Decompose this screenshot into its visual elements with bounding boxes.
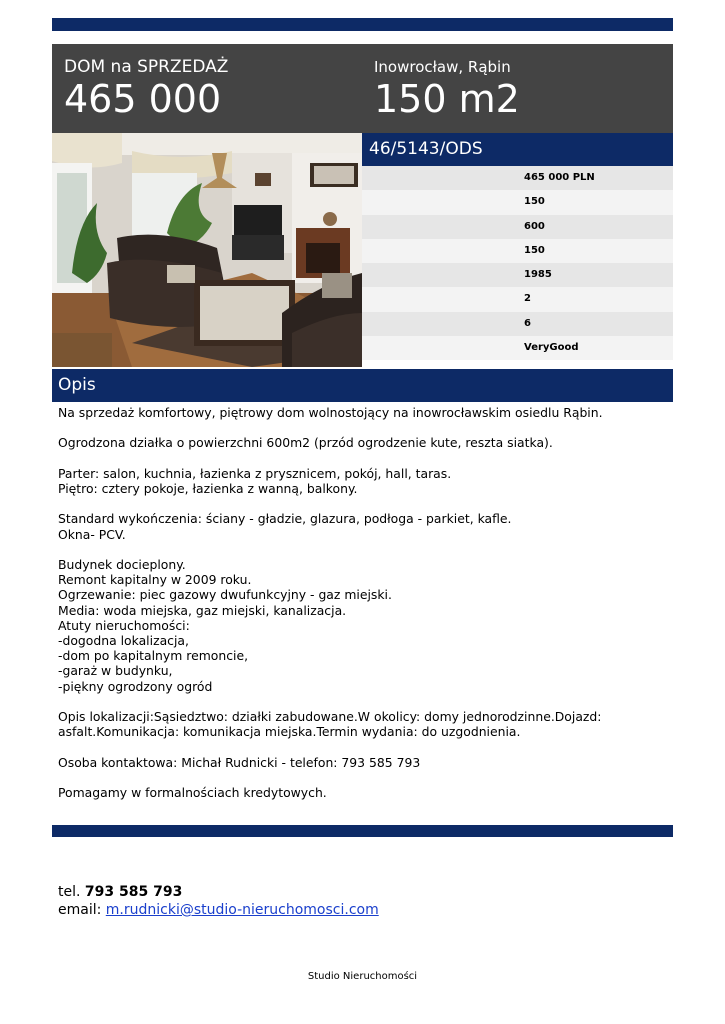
description-line: asfalt.Komunikacja: komunikacja miejska.Termin wydania: do uzgodnienia. [58, 724, 521, 740]
detail-row: 600 [362, 215, 673, 239]
description-paragraph [58, 435, 670, 450]
detail-row: 1985 [362, 263, 673, 287]
description-line: Opis lokalizacji:Sąsiedztwo: działki zabudowane.W okolicy: domy jednorodzinne.Dojazd: [58, 708, 602, 724]
bottom-accent-bar [52, 825, 673, 837]
email-link[interactable]: m.rudnicki@studio-nieruchomosci.com [105, 902, 379, 918]
phone-number: 793 585 793 [84, 884, 183, 900]
detail-row: 150 [362, 239, 673, 263]
detail-row: 6 [362, 312, 673, 336]
description-line: Remont kapitalny w 2009 roku. [58, 572, 252, 588]
living-room-photo [52, 133, 362, 367]
description-line: Na sprzedaż komfortowy, piętrowy dom wolnostojący na inowrocławskim osiedlu Rąbin. [58, 405, 603, 420]
description-line: Standard wykończenia: ściany - gładzie, glazura, podłoga - parkiet, kafle. [58, 511, 512, 527]
detail-row: 2 [362, 287, 673, 311]
description-line: -dom po kapitalnym remoncie, [58, 648, 249, 664]
header-price-block [64, 56, 228, 120]
description-line: Atuty nieruchomości: [58, 617, 190, 633]
price: 465 000 [64, 77, 222, 121]
email-line [58, 901, 379, 919]
description-line: -piękny ogrodzony ogród [58, 678, 213, 694]
description-paragraph [58, 405, 670, 420]
description-line: -dogodna lokalizacja, [58, 632, 189, 648]
description-paragraph [58, 709, 670, 739]
details-table [362, 166, 673, 360]
detail-row: 150 [362, 190, 673, 214]
description-paragraph [58, 785, 670, 800]
email-label: email: [58, 902, 102, 918]
top-accent-bar [52, 18, 673, 31]
description-line: Osoba kontaktowa: Michał Rudnicki - telefon: 793 585 793 [58, 754, 421, 770]
description [58, 405, 670, 815]
phone-line [58, 883, 379, 901]
property-photo [52, 133, 362, 367]
description-line: Pomagamy w formalnościach kredytowych. [58, 784, 327, 800]
description-paragraph [58, 755, 670, 770]
description-line: Media: woda miejska, gaz miejski, kanalizacja. [58, 602, 347, 618]
detail-row: VeryGood [362, 336, 673, 360]
description-line: Piętro: cztery pokoje, łazienka z wanną, balkony. [58, 480, 358, 496]
description-line: Ogrzewanie: piec gazowy dwufunkcyjny - gaz miejski. [58, 587, 392, 603]
listing-header [52, 44, 673, 133]
description-paragraph [58, 557, 670, 694]
footer-company: Studio Nieruchomości [307, 971, 418, 982]
offer-type: DOM na SPRZEDAŻ [64, 57, 229, 77]
header-location-block [374, 56, 520, 120]
area: 150 m2 [374, 77, 520, 121]
description-paragraph [58, 511, 670, 541]
contact-block [58, 883, 379, 919]
phone-label: tel. [58, 884, 81, 900]
section-title: Opis [52, 369, 673, 402]
description-paragraph [58, 466, 670, 496]
description-line: -garaż w budynku, [58, 663, 173, 679]
detail-row: 465 000 PLN [362, 166, 673, 190]
description-line: Parter: salon, kuchnia, łazienka z prysznicem, pokój, hall, taras. [58, 465, 452, 481]
description-line: Budynek docieplony. [58, 556, 186, 572]
location: Inowrocław, Rąbin [374, 58, 511, 76]
description-line: Ogrodzona działka o powierzchni 600m2 (przód ogrodzenie kute, reszta siatka). [58, 435, 553, 451]
description-line: Okna- PCV. [58, 526, 126, 542]
reference-number: 46/5143/ODS [362, 133, 673, 166]
